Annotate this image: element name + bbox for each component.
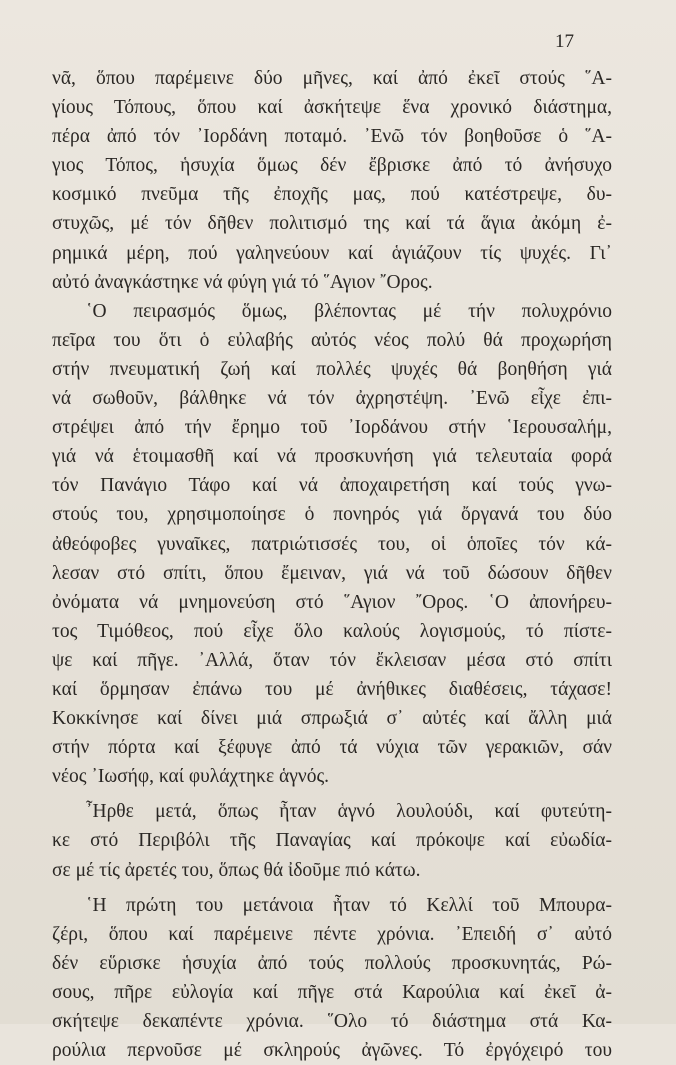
text-line: σε μέ τίς ἀρετές του, ὅπως θά ἰδοῦμε πιό κάτω.	[52, 859, 421, 881]
text-line: λεσαν στό σπίτι, ὅπου ἔμειναν, γιά νά τοῦ δώσουν δῆθεν	[52, 562, 612, 584]
text-line: ῾Ο πειρασμός ὅμως, βλέποντας μέ τήν πολυχρόνιο	[86, 300, 612, 322]
text-line: πέρα ἀπό τόν ᾿Ιορδάνη ποταμό. ᾿Ενῶ τόν βοηθοῦσε ὁ ῞Α-	[52, 126, 612, 148]
text-line: αὐτό ἀναγκάστηκε νά φύγη γιά τό ῞Αγιον ῎Ορος.	[52, 271, 433, 293]
text-line: σκήτεψε δεκαπέντε χρόνια. ῞Ολο τό διάστημα στά Κα-	[52, 1011, 612, 1032]
text-line: γιά νά ἑτοιμασθῆ καί νά προσκυνήση γιά τελευταία φορά	[52, 446, 612, 468]
text-line: Κοκκίνησε καί δίνει μιά σπρωξιά σ᾿ αὐτές καί ἄλλη μιά	[52, 708, 612, 730]
text-line: ρημικά μέρη, πού γαληνεύουν καί ἁγιάζουν τίς ψυχές. Γι᾿	[52, 242, 612, 264]
text-line: τόν Πανάγιο Τάφο καί νά ἀποχαιρετήση καί τούς γνω-	[52, 475, 612, 497]
text-line: κε στό Περιβόλι τῆς Παναγίας καί πρόκοψε καί εὐωδία-	[52, 830, 612, 852]
text-line: δέν εὕρισκε ἡσυχία ἀπό τούς πολλούς προσκυνητάς, Ρώ-	[52, 952, 612, 974]
text-line: ρούλια περνοῦσε μέ σκληρούς ἀγῶνες. Τό ἐργόχειρό του	[52, 1040, 612, 1062]
text-line: πεῖρα του ὅτι ὁ εὐλαβής αὐτός νέος πολύ θά προχωρήση	[52, 329, 612, 351]
text-line: γιος Τόπος, ἡσυχία ὅμως δέν ἔβρισκε ἀπό τό ἀνήσυχο	[52, 155, 612, 177]
text-line: στήν πνευματική ζωή καί πολλές ψυχές θά βοηθήση γιά	[52, 358, 612, 380]
text-line: ψε καί πῆγε. ᾿Αλλά, ὅταν τόν ἔκλεισαν μέσα στό σπίτι	[52, 649, 612, 671]
text-line: ῏Ηρθε μετά, ὅπως ἦταν ἁγνό λουλούδι, καί φυτεύτη-	[86, 801, 612, 823]
text-line: ἀθεόφοβες γυναῖκες, πατριώτισσές του, οἱ ὁποῖες τόν κά-	[52, 533, 612, 555]
text-line: νά σωθοῦν, βάλθηκε νά τόν ἀχρηστέψη. ᾿Ενῶ εἶχε ἐπι-	[52, 388, 612, 410]
text-line: ζέρι, ὅπου καί παρέμεινε πέντε χρόνια. ᾿Επειδή σ᾿ αὐτό	[52, 923, 612, 945]
page-text	[52, 64, 612, 1065]
text-line: στήν πόρτα καί ξέφυγε ἀπό τά νύχια τῶν γερακιῶν, σάν	[52, 737, 612, 759]
text-line: νᾶ, ὅπου παρέμεινε δύο μῆνες, καί ἀπό ἐκεῖ στούς ῞Α-	[52, 68, 612, 89]
text-line: νέος ᾿Ιωσήφ, καί φυλάχτηκε ἁγνός.	[52, 766, 330, 788]
text-line: τος Τιμόθεος, πού εἶχε ὅλο καλούς λογισμούς, τό πίστε-	[52, 620, 612, 642]
text-line: ὀνόματα νά μνημονεύση στό ῞Αγιον ῎Ορος. ῾Ο ἀπονήρευ-	[52, 591, 612, 613]
page-number: 17	[555, 31, 574, 52]
text-line: κοσμικό πνεῦμα τῆς ἐποχῆς μας, πού κατέστρεψε, δυ-	[52, 184, 612, 206]
text-line: ῾Η πρώτη του μετάνοια ἦταν τό Κελλί τοῦ Μπουρα-	[86, 894, 612, 916]
text-line: στρέψει ἀπό τήν ἔρημο τοῦ ᾿Ιορδάνου στήν ῾Ιερουσαλήμ,	[52, 417, 612, 439]
text-line: στούς του, χρησιμοποίησε ὁ πονηρός γιά ὄργανά του δύο	[52, 504, 612, 526]
text-line: στυχῶς, μέ τόν δῆθεν πολιτισμό της καί τά ἅγια ἀκόμη ἐ-	[52, 213, 612, 235]
text-line: γίους Τόπους, ὅπου καί ἀσκήτεψε ἕνα χρονικό διάστημα,	[52, 97, 612, 119]
text-line: καί ὅρμησαν ἐπάνω του μέ ἀνήθικες διαθέσεις, τάχασε!	[52, 678, 612, 700]
text-line: σους, πῆρε εὐλογία καί πῆγε στά Καρούλια καί ἐκεῖ ἀ-	[52, 981, 612, 1003]
